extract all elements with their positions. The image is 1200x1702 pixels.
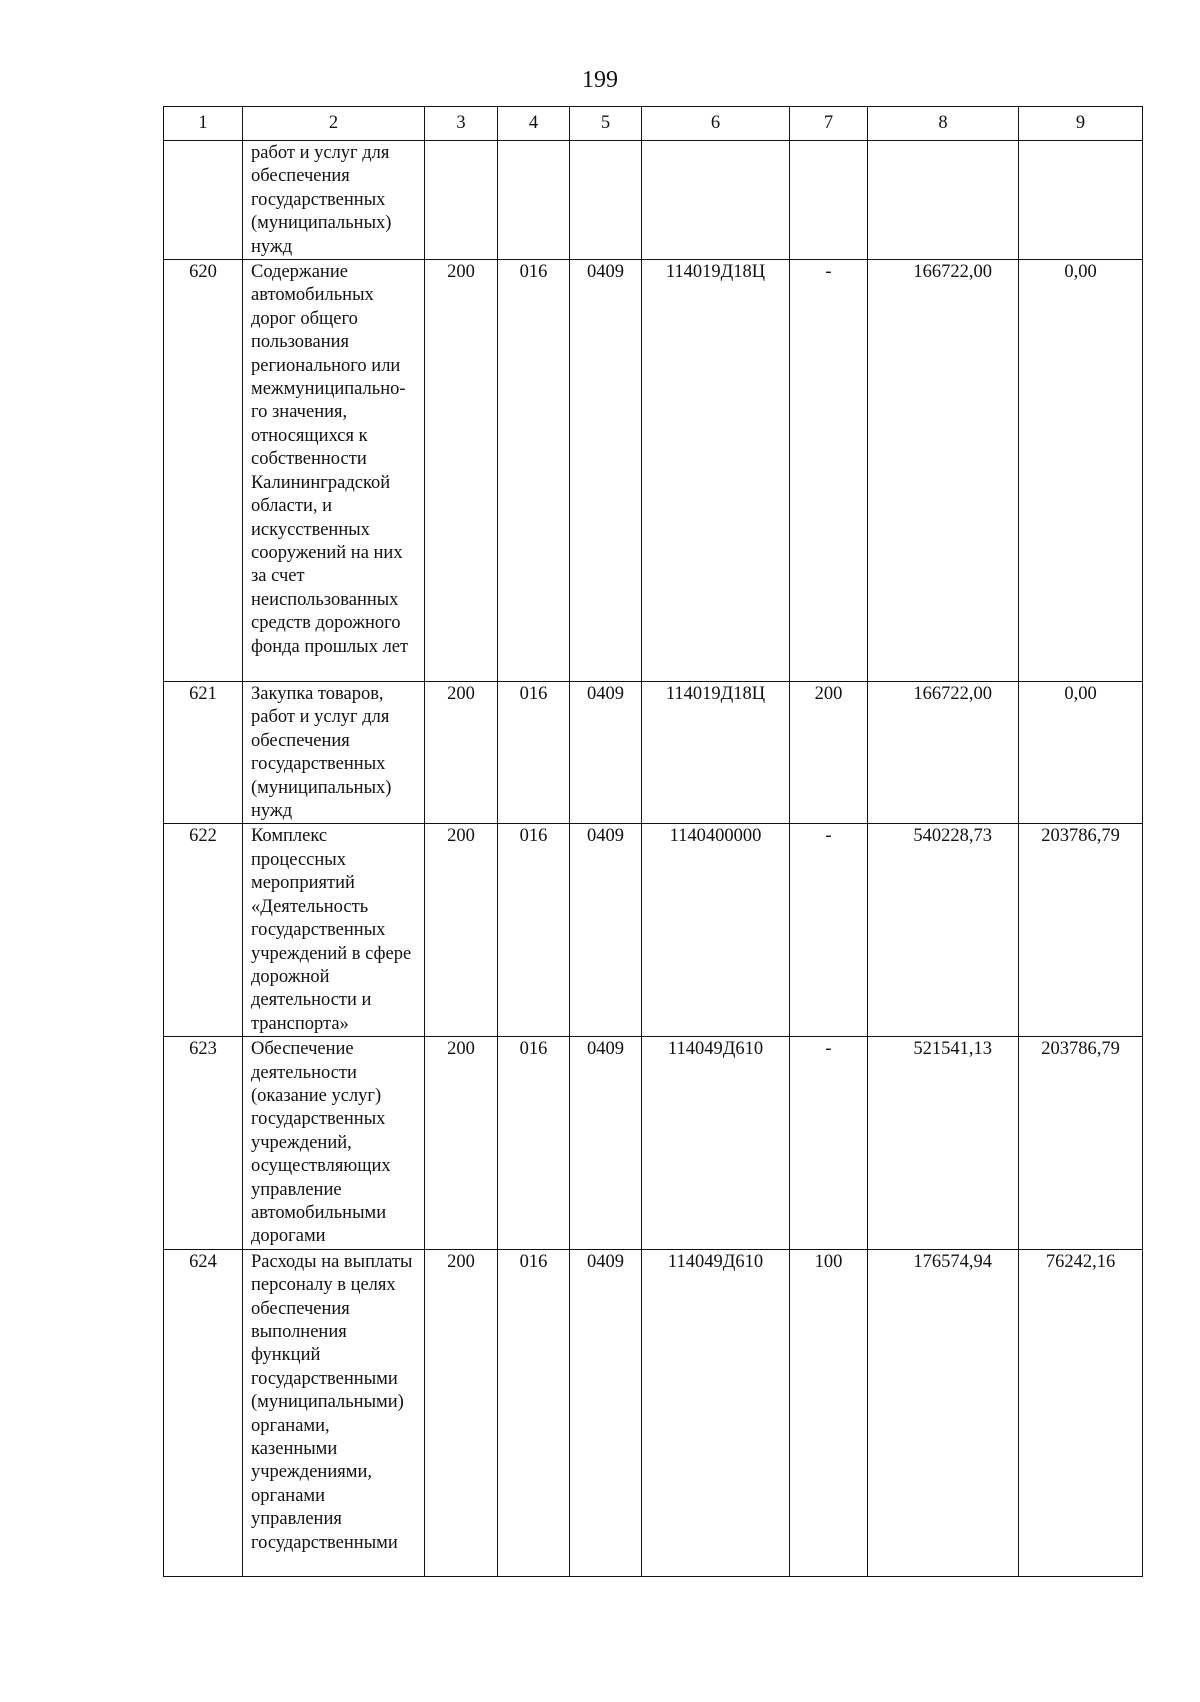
row-col5: 0409 — [570, 1249, 642, 1576]
row-col3: 200 — [425, 824, 498, 1037]
row-name: Содержание автомобильных дорог общего пользования регионального или межмуниципально-го значения, относящихся к собственности Калининградской области, и искусственных сооружений на них за счет неиспользованных средств дорожного фонда прошлых лет — [243, 260, 425, 682]
row-number: 621 — [164, 682, 243, 824]
row-col3 — [425, 141, 498, 260]
header-cell-3: 3 — [425, 107, 498, 141]
row-col9: 203786,79 — [1019, 1037, 1143, 1250]
table-row — [164, 1037, 1143, 1250]
header-cell-4: 4 — [498, 107, 570, 141]
header-cell-7: 7 — [790, 107, 868, 141]
row-col5: 0409 — [570, 682, 642, 824]
row-col8: 166722,00 — [868, 682, 1019, 824]
table-row — [164, 682, 1143, 824]
row-number: 624 — [164, 1249, 243, 1576]
table-row — [164, 260, 1143, 682]
header-cell-1: 1 — [164, 107, 243, 141]
row-col3: 200 — [425, 682, 498, 824]
row-col8: 176574,94 — [868, 1249, 1019, 1576]
row-name: Обеспечение деятельности (оказание услуг) государственных учреждений, осуществляющих управление автомобильными дорогами — [243, 1037, 425, 1250]
row-col5 — [570, 141, 642, 260]
row-col8: 521541,13 — [868, 1037, 1019, 1250]
row-col5: 0409 — [570, 824, 642, 1037]
page-number: 199 — [582, 67, 618, 93]
budget-table — [163, 106, 1143, 1577]
row-col9: 0,00 — [1019, 682, 1143, 824]
row-number: 622 — [164, 824, 243, 1037]
row-col6: 114049Д610 — [642, 1037, 790, 1250]
row-col5: 0409 — [570, 260, 642, 682]
row-col7 — [790, 141, 868, 260]
row-col3: 200 — [425, 260, 498, 682]
table-row — [164, 1249, 1143, 1576]
row-col8 — [868, 141, 1019, 260]
row-number: 623 — [164, 1037, 243, 1250]
row-col7: - — [790, 824, 868, 1037]
table-row — [164, 141, 1143, 260]
header-cell-8: 8 — [868, 107, 1019, 141]
row-col4 — [498, 141, 570, 260]
row-name: работ и услуг для обеспечения государственных (муниципальных) нужд — [243, 141, 425, 260]
row-col3: 200 — [425, 1249, 498, 1576]
table-body — [164, 141, 1143, 1577]
row-col7: - — [790, 1037, 868, 1250]
row-col9: 76242,16 — [1019, 1249, 1143, 1576]
row-col6: 114019Д18Ц — [642, 682, 790, 824]
row-col4: 016 — [498, 1249, 570, 1576]
row-col3: 200 — [425, 1037, 498, 1250]
row-col8: 166722,00 — [868, 260, 1019, 682]
header-cell-6: 6 — [642, 107, 790, 141]
header-cell-5: 5 — [570, 107, 642, 141]
row-col5: 0409 — [570, 1037, 642, 1250]
row-col7: - — [790, 260, 868, 682]
row-col8: 540228,73 — [868, 824, 1019, 1037]
row-col9: 203786,79 — [1019, 824, 1143, 1037]
row-name: Закупка товаров, работ и услуг для обеспечения государственных (муниципальных) нужд — [243, 682, 425, 824]
row-name: Расходы на выплаты персоналу в целях обеспечения выполнения функций государственными (муниципальными) органами, казенными учреждениями, органами управления государственными — [243, 1249, 425, 1576]
row-col4: 016 — [498, 682, 570, 824]
table-row — [164, 824, 1143, 1037]
header-row — [164, 107, 1143, 141]
row-number — [164, 141, 243, 260]
header-cell-9: 9 — [1019, 107, 1143, 141]
row-col4: 016 — [498, 260, 570, 682]
row-col6 — [642, 141, 790, 260]
row-col4: 016 — [498, 1037, 570, 1250]
row-col4: 016 — [498, 824, 570, 1037]
row-col7: 100 — [790, 1249, 868, 1576]
row-col6: 114049Д610 — [642, 1249, 790, 1576]
row-col7: 200 — [790, 682, 868, 824]
header-cell-2: 2 — [243, 107, 425, 141]
row-col9 — [1019, 141, 1143, 260]
row-col6: 114019Д18Ц — [642, 260, 790, 682]
row-name: Комплекс процессных мероприятий «Деятельность государственных учреждений в сфере дорожной деятельности и транспорта» — [243, 824, 425, 1037]
row-number: 620 — [164, 260, 243, 682]
table-header — [164, 107, 1143, 141]
row-col6: 1140400000 — [642, 824, 790, 1037]
row-col9: 0,00 — [1019, 260, 1143, 682]
